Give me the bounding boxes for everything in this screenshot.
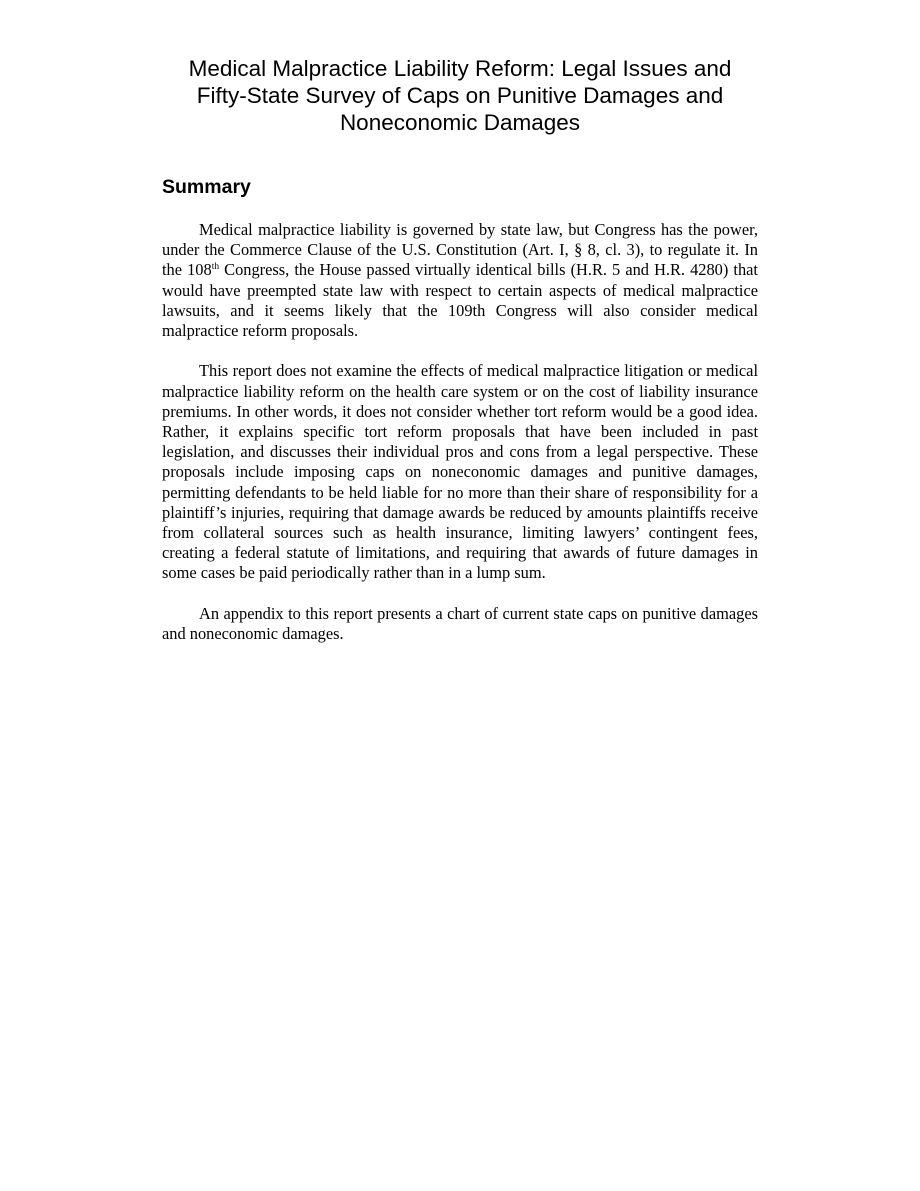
summary-body [162,220,758,664]
summary-paragraph-2: This report does not examine the effects of medical malpractice litigation or medical malpractice liability reform on the health care system or on the cost of liability insurance premiums. In other words, it does not consider whether tort reform would be a good idea. Rather, it explains specific tort reform proposals that have been included in past legislation, and discusses their individual pros and cons from a legal perspective. These proposals include imposing caps on noneconomic damages and punitive damages, permitting defendants to be held liable for no more than their share of responsibility for a plaintiff’s injuries, requiring that damage awards be reduced by amounts plaintiffs receive from collateral sources such as health insurance, limiting lawyers’ contingent fees, creating a federal statute of limitations, and requiring that awards of future damages in some cases be paid periodically rather than in a lump sum. [162,361,758,583]
paragraph-1-text-end: Congress, the House passed virtually identical bills (H.R. 5 and H.R. 4280) that would have preempted state law with respect to certain aspects of medical malpractice lawsuits, and it seems likely that the 109th Congress will also consider medical malpractice reform proposals. [162,260,758,341]
section-heading-summary: Summary [162,176,251,198]
title-line-2: Fifty-State Survey of Caps on Punitive Damages and [196,83,724,108]
document-title [150,55,770,136]
summary-paragraph-1 [162,220,758,341]
paragraph-1-text-start: Medical malpractice liability is governed by state law, but Congress has the power, under the Commerce Clause of the U.S. Constitution (Art. I, § 8, cl. 3), to regulate it. In the 108 [162,220,758,280]
title-line-1: Medical Malpractice Liability Reform: Legal Issues and [188,56,732,81]
summary-paragraph-3: An appendix to this report presents a chart of current state caps on punitive damages and noneconomic damages. [162,603,758,644]
ordinal-superscript: th [211,262,220,273]
title-line-3: Noneconomic Damages [339,110,581,135]
